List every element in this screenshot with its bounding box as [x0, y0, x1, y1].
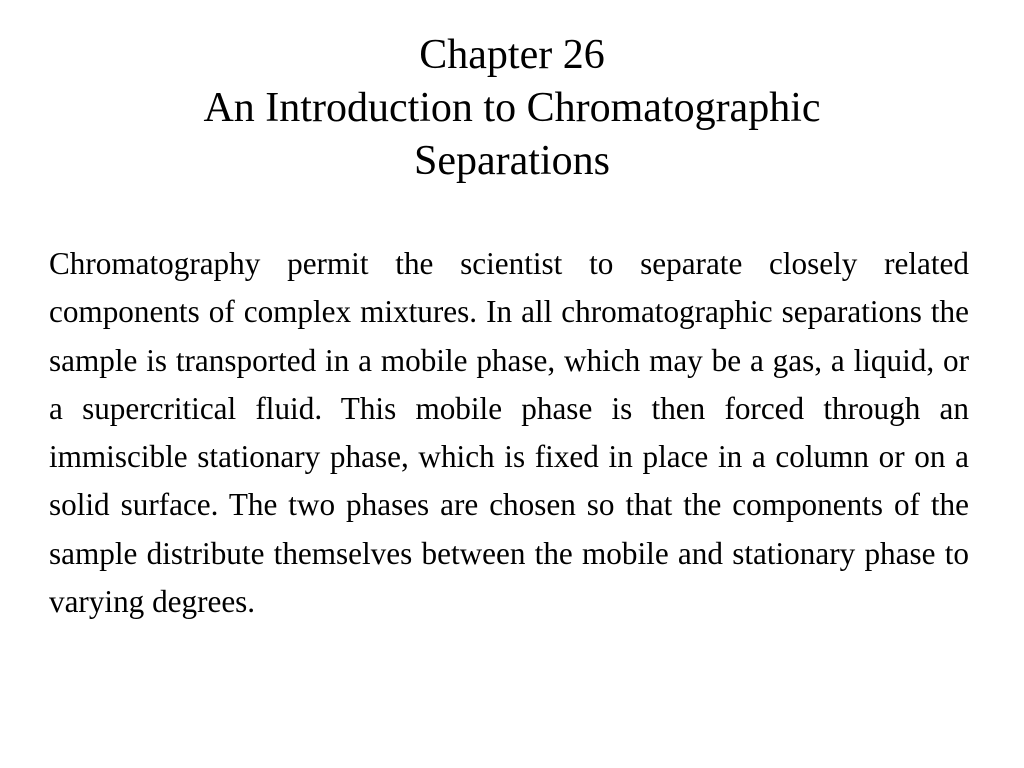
title-line-main: An Introduction to Chromatographic [203, 85, 821, 131]
title-chapter-number: Chapter 26 [419, 32, 605, 78]
body-paragraph: Chromatography permit the scientist to separate closely related components of complex mixtures. In all chromatographic separations the sample is transported in a mobile phase, which may be a gas, a liquid, or a supercritical fluid. This mobile phase is then forced through an immiscible stationary phase, which is fixed in place in a column or on a solid surface. The two phases are chosen so that the components of the sample distribute themselves between the mobile and stationary phase to varying degrees. [49, 246, 969, 620]
title-line-end: Separations [414, 138, 610, 184]
slide-title [0, 29, 1024, 188]
